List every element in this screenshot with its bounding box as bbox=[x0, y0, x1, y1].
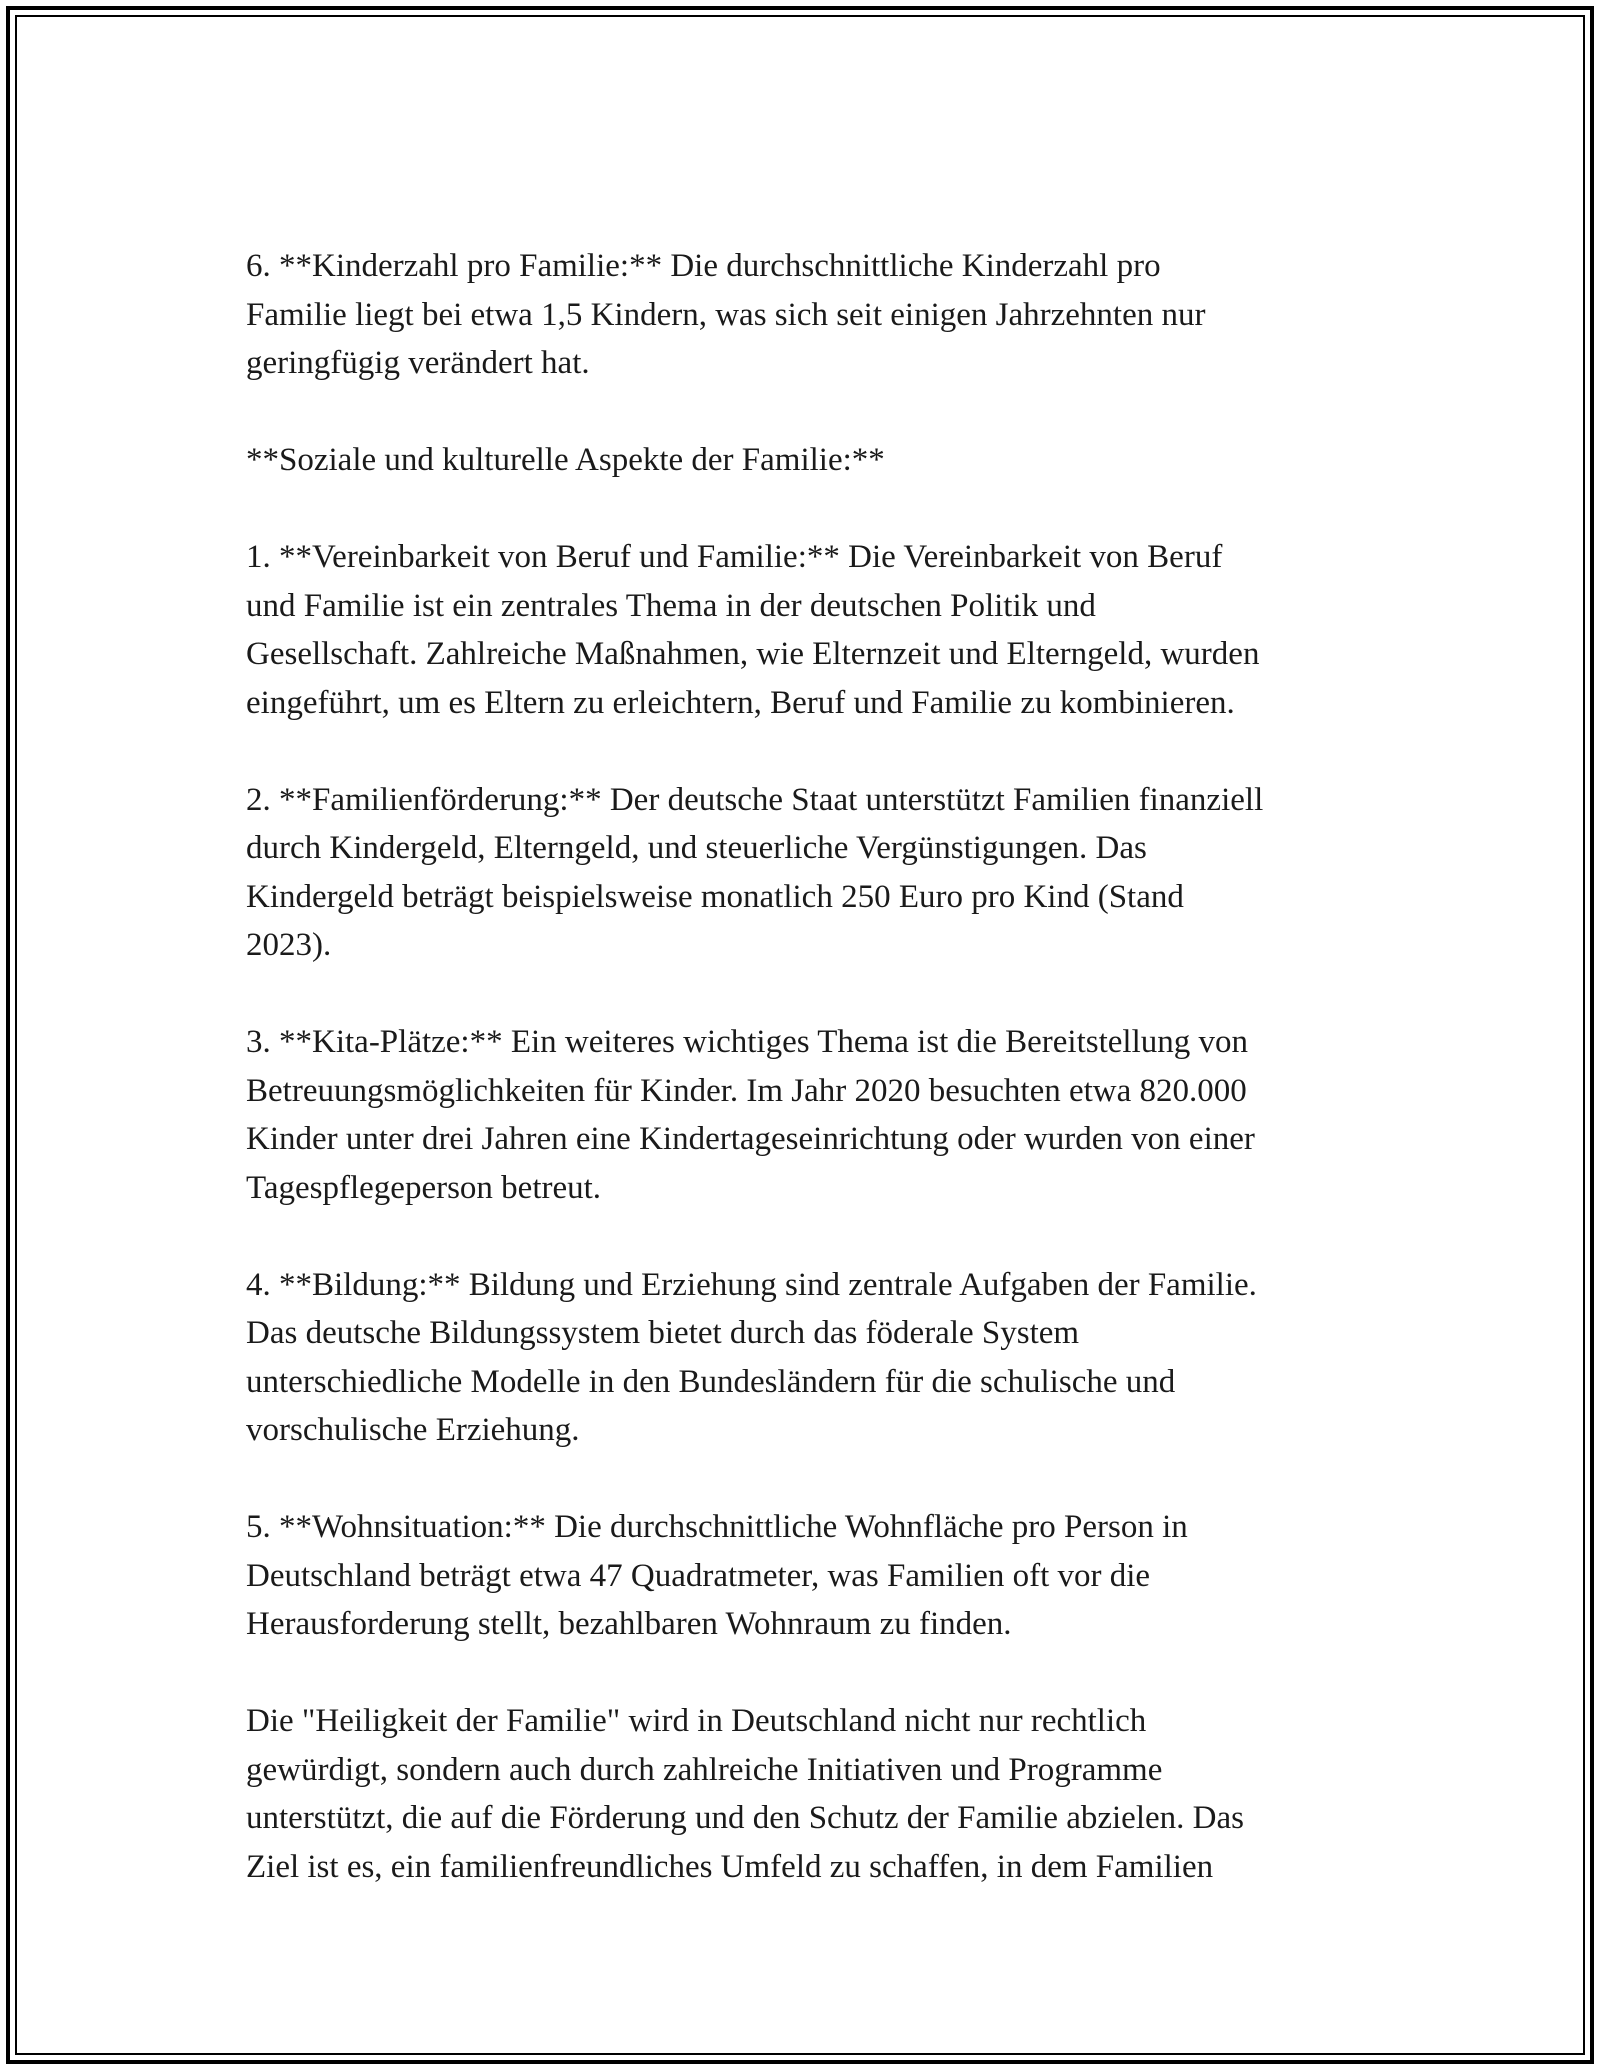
paragraph-kinderzahl bbox=[246, 242, 1386, 388]
text-line: 3. **Kita-Plätze:** Ein weiteres wichtiges Thema ist die Bereitstellung von bbox=[246, 1024, 1248, 1060]
text-line: Betreuungsmöglichkeiten für Kinder. Im Jahr 2020 besuchten etwa 820.000 bbox=[246, 1072, 1247, 1109]
text-line: Tagespflegeperson betreut. bbox=[246, 1169, 602, 1206]
text-line: Kindergeld beträgt beispielsweise monatlich 250 Euro pro Kind (Stand bbox=[246, 878, 1184, 915]
text-line: 1. **Vereinbarkeit von Beruf und Familie:** Die Vereinbarkeit von Beruf bbox=[246, 539, 1223, 575]
text-line: und Familie ist ein zentrales Thema in der deutschen Politik und bbox=[246, 587, 1096, 624]
text-line: durch Kindergeld, Elterngeld, und steuerliche Vergünstigungen. Das bbox=[246, 830, 1147, 866]
heading-line: **Soziale und kulturelle Aspekte der Familie:** bbox=[246, 442, 885, 478]
text-line: Herausforderung stellt, bezahlbaren Wohnraum zu finden. bbox=[246, 1606, 1012, 1642]
text-line: Gesellschaft. Zahlreiche Maßnahmen, wie Elternzeit und Elterngeld, wurden bbox=[246, 636, 1260, 672]
text-line: 6. **Kinderzahl pro Familie:** Die durchschnittliche Kinderzahl pro bbox=[246, 248, 1161, 284]
document-body bbox=[246, 242, 1386, 1940]
section-heading-soziale-aspekte bbox=[246, 436, 1386, 485]
text-line: Familie liegt bei etwa 1,5 Kindern, was sich seit einigen Jahrzehnten nur bbox=[246, 296, 1206, 333]
paragraph-bildung bbox=[246, 1261, 1386, 1455]
text-line: 2. **Familienförderung:** Der deutsche Staat unterstützt Familien finanziell bbox=[246, 781, 1264, 818]
paragraph-kita-plaetze bbox=[246, 1018, 1386, 1212]
text-line: eingeführt, um es Eltern zu erleichtern, Beruf und Familie zu kombinieren. bbox=[246, 684, 1235, 721]
text-line: unterschiedliche Modelle in den Bundesländern für die schulische und bbox=[246, 1363, 1176, 1400]
text-line: 4. **Bildung:** Bildung und Erziehung sind zentrale Aufgaben der Familie. bbox=[246, 1266, 1257, 1303]
text-line: gewürdigt, sondern auch durch zahlreiche Initiativen und Programme bbox=[246, 1751, 1163, 1788]
page-border bbox=[6, 6, 1594, 2064]
text-line: Ziel ist es, ein familienfreundliches Umfeld zu schaffen, in dem Familien bbox=[246, 1848, 1214, 1885]
text-line: vorschulische Erziehung. bbox=[246, 1412, 580, 1448]
text-line: Die "Heiligkeit der Familie" wird in Deutschland nicht nur rechtlich bbox=[246, 1703, 1147, 1739]
text-line: Das deutsche Bildungssystem bietet durch das föderale System bbox=[246, 1315, 1080, 1351]
text-line: 2023). bbox=[246, 927, 332, 963]
text-line: unterstützt, die auf die Förderung und den Schutz der Familie abzielen. Das bbox=[246, 1800, 1244, 1836]
paragraph-vereinbarkeit bbox=[246, 533, 1386, 727]
text-line: Kinder unter drei Jahren eine Kindertageseinrichtung oder wurden von einer bbox=[246, 1121, 1255, 1157]
paragraph-heiligkeit bbox=[246, 1697, 1386, 1891]
text-line: 5. **Wohnsituation:** Die durchschnittliche Wohnfläche pro Person in bbox=[246, 1509, 1188, 1545]
text-line: Deutschland beträgt etwa 47 Quadratmeter, was Familien oft vor die bbox=[246, 1557, 1151, 1594]
paragraph-wohnsituation bbox=[246, 1503, 1386, 1649]
text-line: geringfügig verändert hat. bbox=[246, 345, 590, 381]
paragraph-familienfoerderung bbox=[246, 776, 1386, 970]
